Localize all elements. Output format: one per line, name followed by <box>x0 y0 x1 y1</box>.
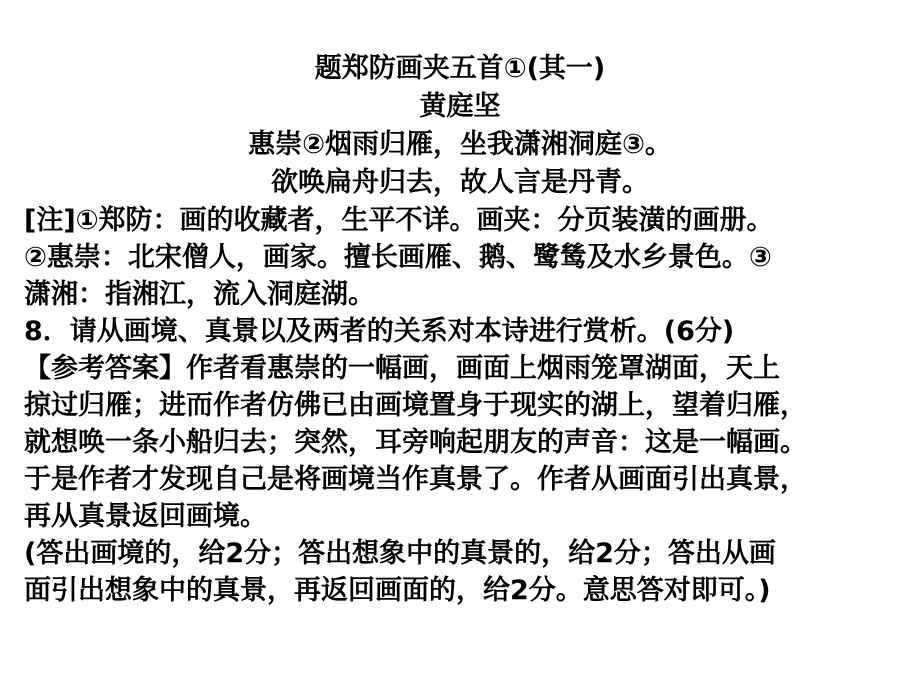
answer-line-5: 再从真景返回画境。 <box>24 501 267 532</box>
note-line-2: ②惠崇：北宋僧人，画家。擅长画雁、鹅、鹭鸶及水乡景色。③ <box>24 242 772 273</box>
answer-line-1: 【参考答案】作者看惠崇的一幅画，画面上烟雨笼罩湖面，天上 <box>24 353 780 384</box>
note-line-1: [注]①郑防：画的收藏者，生平不详。画夹：分页装潢的画册。 <box>24 205 774 236</box>
poem-author: 黄庭坚 <box>419 91 501 122</box>
question-text: 8．请从画境、真景以及两者的关系对本诗进行赏析。(6分) <box>24 316 735 347</box>
poem-title: 题郑防画夹五首①(其一) <box>314 53 606 84</box>
poem-line-2: 欲唤扁舟归去，故人言是丹青。 <box>271 167 649 198</box>
scoring-line-2: 面引出想象中的真景，再返回画面的，给2分。意思答对即可。) <box>24 575 771 606</box>
poem-line-1: 惠崇②烟雨归雁，坐我潇湘洞庭③。 <box>248 129 672 160</box>
answer-line-3: 就想唤一条小船归去；突然，耳旁响起朋友的声音：这是一幅画。 <box>24 427 807 458</box>
notes-block <box>24 202 904 313</box>
scoring-block <box>24 535 904 609</box>
answer-line-2: 掠过归雁；进而作者仿佛已由画境置身于现实的湖上，望着归雁， <box>24 390 807 421</box>
question-block <box>24 313 904 350</box>
note-line-3: 潇湘：指湘江，流入洞庭湖。 <box>24 279 375 310</box>
answer-line-4: 于是作者才发现自己是将画境当作真景了。作者从画面引出真景， <box>24 464 807 495</box>
scoring-line-1: (答出画境的，给2分；答出想象中的真景的，给2分；答出从画 <box>24 538 776 569</box>
answer-block <box>24 350 904 535</box>
